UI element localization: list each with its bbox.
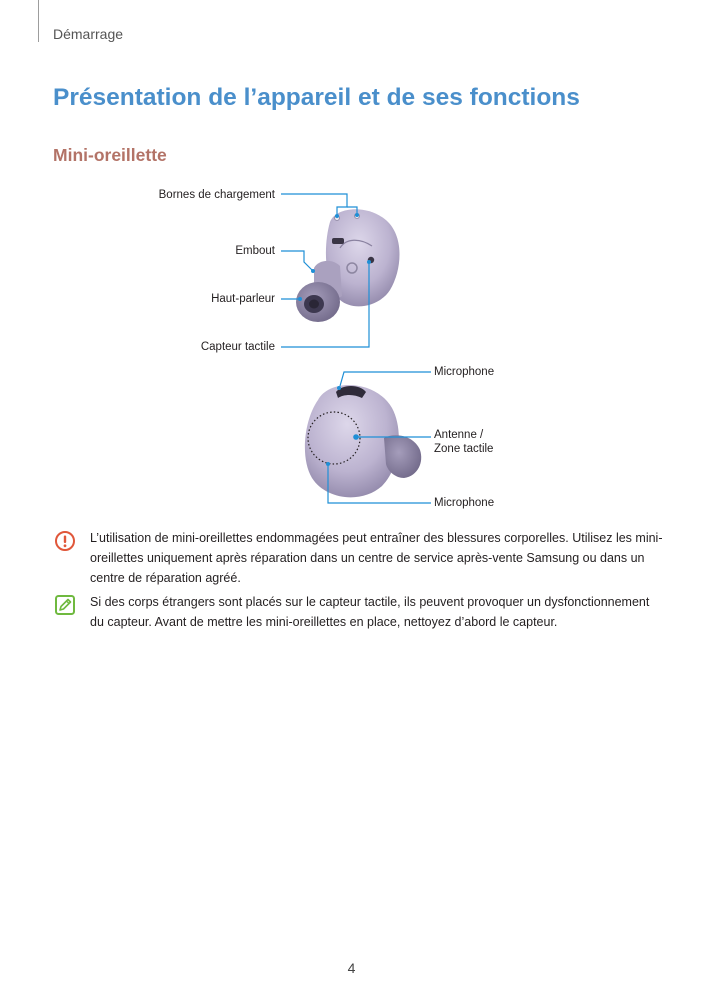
earbud-rear-view <box>305 385 421 497</box>
note-pencil-icon <box>54 594 76 616</box>
label-charging-contacts: Bornes de chargement <box>158 189 275 201</box>
label-microphone-bottom: Microphone <box>434 497 495 509</box>
label-microphone-top: Microphone <box>434 366 495 378</box>
leader-eartip <box>281 251 312 270</box>
label-touch-sensor: Capteur tactile <box>200 341 275 353</box>
info-note: Si des corps étrangers sont placés sur le capteur tactile, ils peuvent provoquer un dysfonctionnement du capteur. Avant de mettre les mini-oreillettes en place, nettoyez d’abord le capteur. <box>90 595 650 629</box>
page-number: 4 <box>347 960 356 976</box>
leader-mic-top <box>340 372 431 386</box>
label-eartip: Embout <box>235 245 275 257</box>
section-label: Démarrage <box>53 26 124 42</box>
label-antenna-line2: Zone tactile <box>434 443 494 455</box>
leader-charging-left <box>281 194 347 214</box>
section-subtitle: Mini-oreillette <box>53 145 167 165</box>
page-title: Présentation de l’appareil et de ses fonctions <box>53 84 580 111</box>
label-antenna-line1: Antenne / <box>434 429 484 441</box>
label-speaker: Haut-parleur <box>211 293 275 305</box>
caution-note: L’utilisation de mini-oreillettes endommagées peut entraîner des blessures corporelles. Utilisez les mini-oreillettes uniquement après réparation dans un centre de service après-vente Samsung ou dans un centre de réparation agréé. <box>90 531 663 585</box>
caution-icon <box>54 530 76 552</box>
earbud-side-view <box>296 209 400 322</box>
